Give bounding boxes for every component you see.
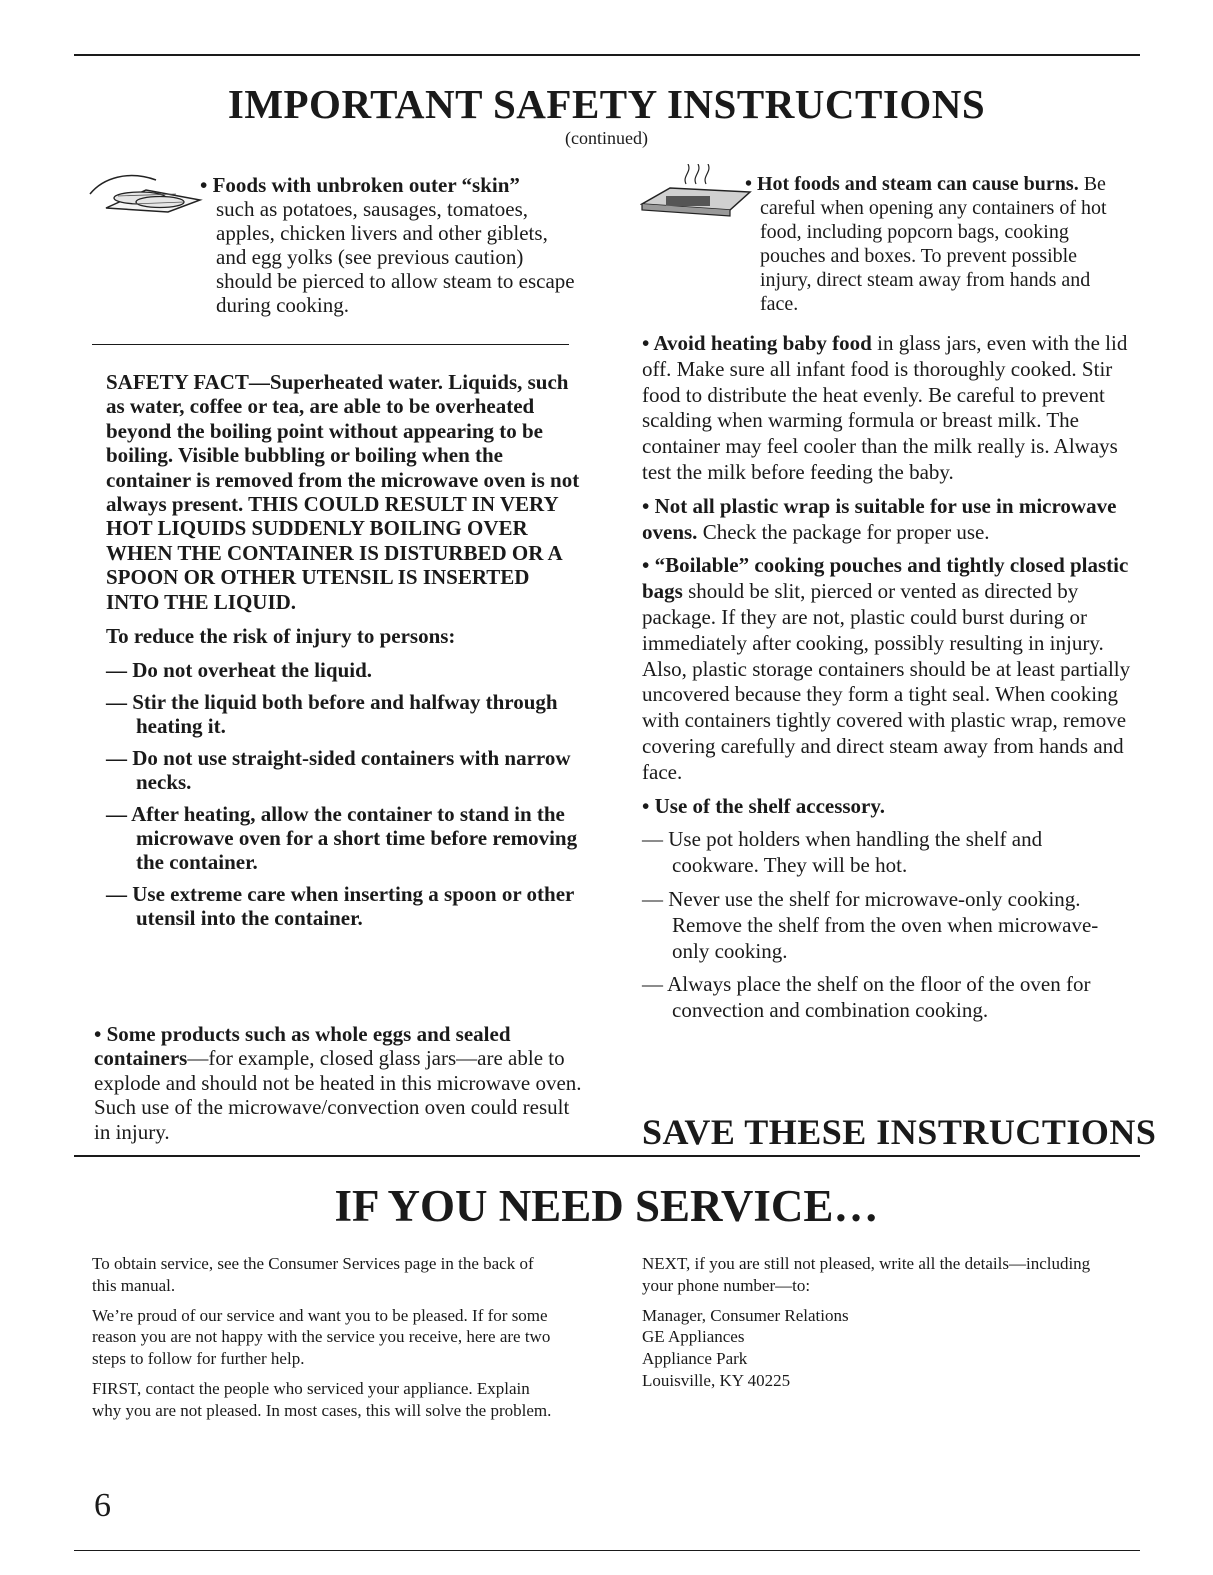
service-next-paragraph: NEXT, if you are still not pleased, write all the details—including your phone number—to:: [642, 1254, 1091, 1295]
save-instructions-heading: SAVE THESE INSTRUCTIONS: [642, 1112, 1157, 1152]
service-paragraph: FIRST, contact the people who serviced your appliance. Explain why you are not pleased. In most cases, this will solve the problem.: [92, 1378, 552, 1420]
baby-food-heading: • Avoid heating baby food: [642, 331, 872, 355]
address-line: Manager, Consumer Relations: [642, 1305, 849, 1325]
step-item: — Do not use straight-sided containers with narrow necks.: [106, 745, 571, 795]
address-line: GE Appliances: [642, 1327, 745, 1347]
foods-skin-heading: • Foods with unbroken outer “skin”: [200, 173, 520, 197]
page-subtitle: (continued): [565, 128, 648, 148]
plastic-wrap-item: [642, 494, 1132, 546]
some-products-item: [94, 1022, 584, 1144]
middle-rule: [74, 1155, 1140, 1157]
some-products-text: —for example, closed glass jars—are able to explode and should not be heated in this microwave oven. Such use of the microwave/convection oven could result in injury.: [94, 1046, 582, 1144]
service-paragraph: We’re proud of our service and want you to be pleased. If for some reason you are not happy with the service you receive, here are two steps to follow for further help.: [92, 1305, 551, 1369]
step-item: — Use extreme care when inserting a spoon or other utensil into the container.: [106, 881, 574, 931]
step-item: — Stir the liquid both before and halfway through heating it.: [106, 689, 558, 739]
boilable-heading: • “Boilable” cooking pouches and tightly closed plastic bags: [642, 553, 1129, 604]
plastic-wrap-text: Check the package for proper use.: [697, 519, 990, 544]
service-paragraph: To obtain service, see the Consumer Services page in the back of this manual.: [92, 1254, 534, 1295]
boilable-item: [642, 553, 1132, 785]
top-rule: [74, 54, 1140, 56]
some-products-heading: • Some products such as whole eggs and sealed containers: [94, 1022, 511, 1071]
hot-foods-text: Be careful when opening any containers of hot food, including popcorn bags, cooking pouches and boxes. To prevent possible injury, direct steam away from hands and face.: [760, 173, 1107, 315]
sausage-icon: [88, 168, 206, 218]
foods-skin-text: such as potatoes, sausages, tomatoes, apples, chicken livers and other giblets, and egg yolks (see previous caution) should be pierced to allow steam to escape during cooking.: [216, 197, 575, 317]
hot-foods-item: [745, 172, 1130, 316]
hot-food-steam-icon: [640, 164, 754, 224]
address-line: Appliance Park: [642, 1349, 748, 1369]
plastic-wrap-heading: • Not all plastic wrap is suitable for use in microwave ovens.: [642, 493, 1117, 544]
safety-fact-text: SAFETY FACT—Superheated water. Liquids, such as water, coffee or tea, are able to be overheated beyond the boiling point without appearing to be boiling. Visible bubbling or boiling when the container is removed from the microwave oven is not always present. THIS COULD RESULT IN VERY HOT LIQUIDS SUDDENLY BOILING OVER WHEN THE CONTAINER IS DISTURBED OR A SPOON OR OTHER UTENSIL IS INSERTED INTO THE LIQUID.: [106, 370, 580, 614]
step-item: — Do not overheat the liquid.: [106, 658, 373, 683]
foods-skin-item: [200, 173, 576, 317]
page-number: 6: [94, 1487, 111, 1524]
service-left-column: [92, 1253, 562, 1430]
address-block: [642, 1305, 1122, 1392]
service-right-column: [642, 1253, 1122, 1392]
shelf-step: — Never use the shelf for microwave-only cooking. Remove the shelf from the oven when microwave-only cooking.: [642, 886, 1099, 963]
service-title: IF YOU NEED SERVICE…: [334, 1181, 879, 1231]
page-title: IMPORTANT SAFETY INSTRUCTIONS: [227, 81, 986, 127]
hot-foods-heading: • Hot foods and steam can cause burns.: [745, 173, 1079, 195]
shelf-step: — Always place the shelf on the floor of the oven for convection and combination cooking.: [642, 972, 1091, 1023]
bottom-rule: [74, 1550, 1140, 1551]
safety-fact-block: [106, 370, 586, 938]
boilable-text: should be slit, pierced or vented as directed by package. If they are not, plastic could burst during or immediately after cooking, possibly resulting in injury. Also, plastic storage containers should be at least partially uncovered because they form a tight seal. When cooking with containers tightly covered with plastic wrap, remove covering carefully and direct steam away from hands and face.: [642, 579, 1131, 784]
shelf-heading: • Use of the shelf accessory.: [642, 793, 885, 818]
baby-food-item: [642, 331, 1132, 486]
reduce-risk-heading: To reduce the risk of injury to persons:: [106, 624, 456, 649]
baby-food-text: in glass jars, even with the lid off. Make sure all infant food is thoroughly cooked. Stir food to distribute the heat evenly. Be careful to prevent scalding when warming formula or breast milk. The container may feel cooler than the milk really is. Always test the milk before feeding the baby.: [642, 331, 1128, 484]
shelf-step: — Use pot holders when handling the shelf and cookware. They will be hot.: [642, 827, 1043, 878]
address-line: Louisville, KY 40225: [642, 1370, 791, 1390]
right-column: [642, 331, 1132, 1032]
step-item: — After heating, allow the container to stand in the microwave oven for a short time before removing the container.: [106, 801, 578, 875]
left-column-divider: [92, 344, 569, 345]
